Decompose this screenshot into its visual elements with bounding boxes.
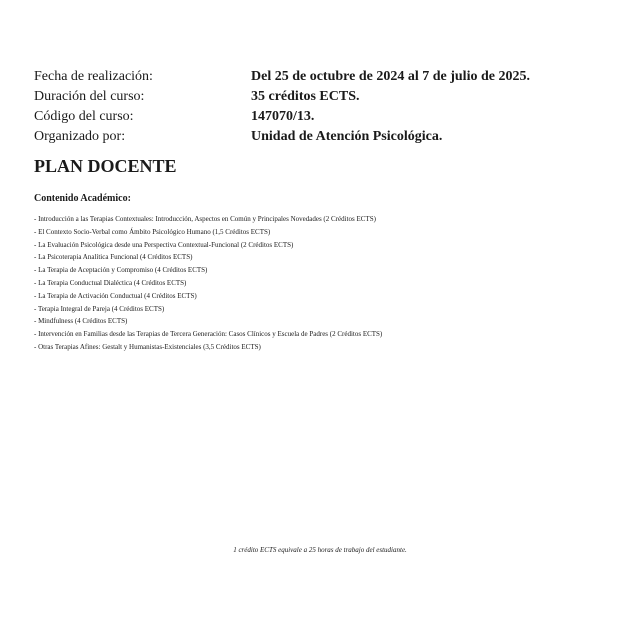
list-item: - Intervención en Familias desde las Terapias de Tercera Generación: Casos Clínicos y Escuela de Padres (2 Créditos ECTS) <box>34 330 383 339</box>
list-item: - Mindfulness (4 Créditos ECTS) <box>34 317 128 326</box>
course-list <box>34 213 382 354</box>
list-item: - La Terapia de Activación Conductual (4 Créditos ECTS) <box>34 291 197 300</box>
info-value: 147070/13. <box>251 109 315 124</box>
list-item: - Terapia Integral de Pareja (4 Créditos ECTS) <box>34 304 165 313</box>
info-value: Del 25 de octubre de 2024 al 7 de julio de 2025. <box>251 69 530 84</box>
info-label: Código del curso: <box>34 109 134 124</box>
info-row-dates <box>34 67 530 87</box>
footnote: 1 crédito ECTS equivale a 25 horas de trabajo del estudiante. <box>233 546 407 554</box>
list-item: - El Contexto Socio-Verbal como Ámbito Psicológico Humano (1,5 Créditos ECTS) <box>34 227 271 236</box>
info-label: Fecha de realización: <box>34 69 153 84</box>
info-value: Unidad de Atención Psicológica. <box>251 129 443 144</box>
list-item: - La Terapia Conductual Dialéctica (4 Créditos ECTS) <box>34 278 187 287</box>
list-item: - La Psicoterapia Analítica Funcional (4 Créditos ECTS) <box>34 253 193 262</box>
info-row-code <box>34 107 530 127</box>
list-item: - Introducción a las Terapias Contextuales: Introducción, Aspectos en Común y Principales Novedades (2 Créditos ECTS) <box>34 215 376 223</box>
plan-title: PLAN DOCENTE <box>34 156 177 176</box>
course-info <box>34 67 530 147</box>
list-item: - Otras Terapias Afines: Gestalt y Humanistas-Existenciales (3,5 Créditos ECTS) <box>34 342 261 351</box>
info-label: Organizado por: <box>34 129 126 144</box>
info-row-organizer <box>34 127 530 147</box>
info-value: 35 créditos ECTS. <box>251 89 360 104</box>
info-row-duration <box>34 87 530 107</box>
list-item: - La Evaluación Psicológica desde una Perspectiva Contextual-Funcional (2 Créditos ECTS) <box>34 240 294 249</box>
info-label: Duración del curso: <box>34 89 145 104</box>
list-item: - La Terapia de Aceptación y Compromiso (4 Créditos ECTS) <box>34 266 208 275</box>
section-title: Contenido Académico: <box>34 193 131 204</box>
